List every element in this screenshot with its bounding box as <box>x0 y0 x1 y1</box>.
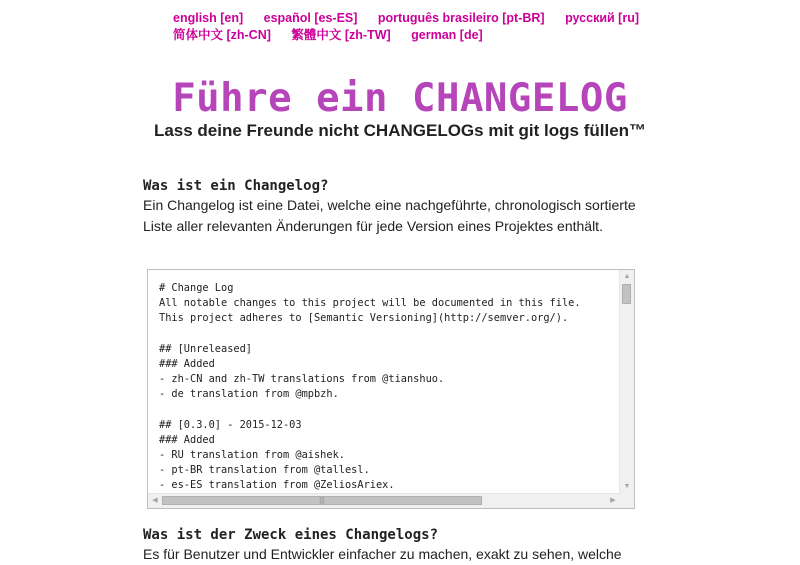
scroll-up-arrow-icon[interactable]: ▲ <box>623 273 631 280</box>
section-text-why: Es für Benutzer und Entwickler einfacher zu machen, exakt zu sehen, welche <box>143 546 622 562</box>
vertical-scroll-thumb[interactable] <box>622 284 631 304</box>
code-line <box>159 327 581 342</box>
code-line: - RU translation from @aishek. <box>159 449 345 462</box>
vertical-scrollbar[interactable] <box>619 270 634 494</box>
code-line: - de translation from @mpbzh. <box>159 388 339 401</box>
code-line: ## [Unreleased] <box>159 342 252 355</box>
lang-link-ru[interactable]: русский [ru] <box>565 11 640 25</box>
code-line: ## [0.3.0] - 2015-12-03 <box>159 418 302 431</box>
language-row-1 <box>173 10 693 27</box>
page-title: Führe ein CHANGELOG <box>172 76 628 121</box>
code-line: ### Added <box>159 357 215 370</box>
code-line: # Change Log <box>159 282 234 294</box>
section-text-what: Ein Changelog ist eine Datei, welche eine nachgeführte, chronologisch sortierte Liste aller relevanten Änderungen für jede Version eines Projektes enthält. <box>143 197 636 234</box>
lang-link-es-es[interactable]: español [es-ES] <box>263 11 358 25</box>
section-heading-why: Was ist der Zweck eines Changelogs? <box>143 527 439 543</box>
scroll-down-arrow-icon[interactable]: ▼ <box>623 483 631 490</box>
lang-link-en[interactable]: english [en] <box>173 11 244 25</box>
section-heading-what: Was ist ein Changelog? <box>143 178 329 194</box>
code-line: ### Added <box>159 433 215 446</box>
language-row-2 <box>173 27 693 44</box>
horizontal-scrollbar[interactable] <box>148 493 620 508</box>
changelog-example-code <box>159 281 581 494</box>
scrollbar-corner <box>620 494 634 508</box>
scroll-grip-icon: ||| <box>319 497 325 504</box>
language-switcher <box>173 10 693 44</box>
page-subtitle: Lass deine Freunde nicht CHANGELOGs mit git logs füllen™ <box>153 121 647 140</box>
code-line: This project adheres to [Semantic Versioning](http://semver.org/). <box>159 312 569 325</box>
lang-link-zh-cn[interactable]: 简体中文 [zh-CN] <box>173 28 271 42</box>
scroll-left-arrow-icon[interactable]: ◀ <box>152 497 158 504</box>
scroll-right-arrow-icon[interactable]: ▶ <box>610 497 616 504</box>
lang-link-zh-tw[interactable]: 繁體中文 [zh-TW] <box>291 28 391 42</box>
changelog-example-textarea[interactable] <box>147 269 635 509</box>
code-line: - zh-CN and zh-TW translations from @tianshuo. <box>159 373 445 386</box>
code-line: - pt-BR translation from @tallesl. <box>159 464 370 477</box>
code-line: All notable changes to this project will be documented in this file. <box>159 297 581 310</box>
code-line <box>159 403 581 418</box>
horizontal-scroll-thumb[interactable] <box>162 496 482 505</box>
code-line: - es-ES translation from @ZeliosAriex. <box>159 479 395 492</box>
lang-link-pt-br[interactable]: português brasileiro [pt-BR] <box>377 11 545 25</box>
lang-link-de[interactable]: german [de] <box>411 28 483 42</box>
